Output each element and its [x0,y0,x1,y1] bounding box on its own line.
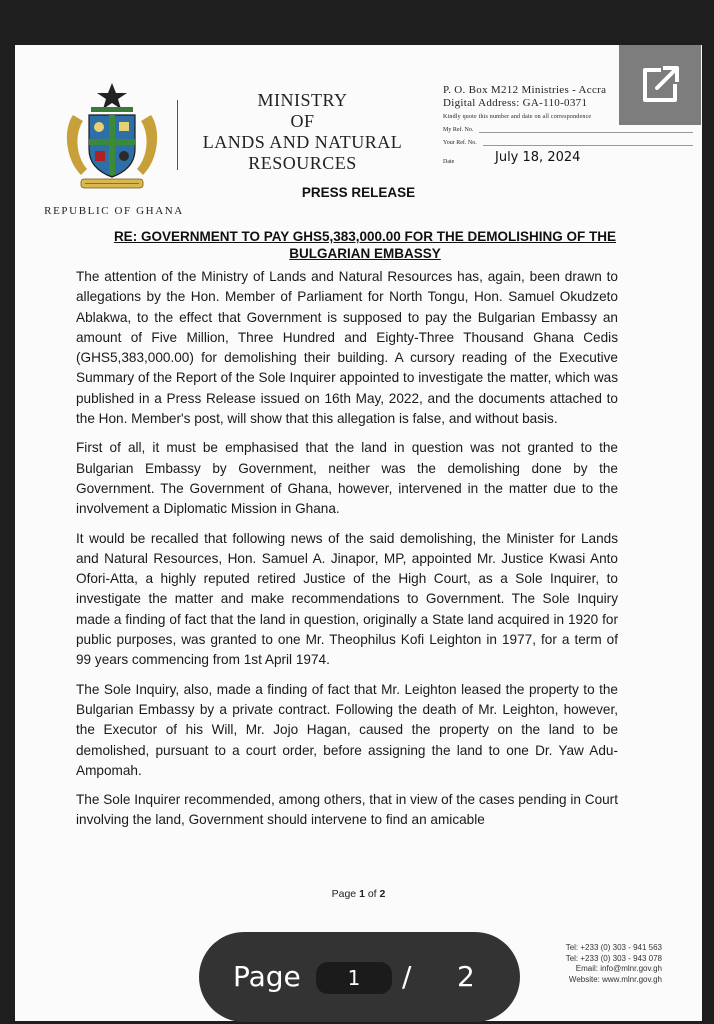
release-heading: RE: GOVERNMENT TO PAY GHS5,383,000.00 FOR THE DEMOLISHING OF THE BULGARIAN EMBASSY [113,229,617,261]
ministry-name: MINISTRY OF LANDS AND NATURAL RESOURCES [202,90,403,173]
paragraph: The Sole Inquirer recommended, among others, that in view of the cases pending in Court involving the land, Government should intervene to find an amicable [76,792,618,828]
postal-address: P. O. Box M212 Ministries - Accra [443,84,607,96]
release-date: July 18, 2024 [495,150,581,165]
digital-address: Digital Address: GA-110-0371 [443,97,588,109]
page-label: Page [233,960,301,993]
open-external-icon [639,64,681,106]
total-pages: 2 [457,960,475,993]
phone-1: Tel: +233 (0) 303 - 941 563 [565,943,662,952]
my-ref-field: My Ref. No. [443,125,693,133]
phone-2: Tel: +233 (0) 303 - 943 078 [565,953,662,963]
letterhead-divider [177,100,178,170]
contact-info [515,943,662,985]
release-body [76,267,618,840]
current-page-input[interactable]: 1 [316,962,392,994]
page-navigator [199,932,520,1022]
document-page [15,45,702,1021]
coat-of-arms-emblem [53,79,171,199]
email: Email: info@mlnr.gov.gh [575,964,662,973]
paragraph: The attention of the Ministry of Lands and Natural Resources has, again, been drawn to allegations by the Hon. Member of Parliament for North Tongu, Hon. Samuel Okudzeto Ablakwa, to the effect that Government is supposed to pay the Bulgarian Embassy an amount of Five Million, Three Hundred and Eighty-Three Thousand Ghana Cedis (GHS5,383,000.00) for demolishing their building. A cursory reading of the Executive Summary of the Report of the Sole Inquirer appointed to investigate the matter, which was published in a Press Release issued on 16th May, 2022, and the documents attached to the Hon. Member's post, will show that this allegation is false, and without basis. [76,269,618,427]
website: Website: www.mlnr.gov.gh [568,974,662,984]
paragraph: It would be recalled that following news of the said demolishing, the Minister for Lands and Natural Resources, Hon. Samuel A. Jinapor, MP, appointed Mr. Justice Kwasi Anto Ofori-Atta, a highly reputed retired Justice of the High Court, as a Sole Inquirer, to investigate the matter and make recommendations to Government. The Sole Inquiry made a finding of fact that the land in question, originally a State land acquired in 1920 for public purposes, was granted to one Mr. Theophilus Kofi Leighton in 1977, for a term of 99 years commencing from 1st April 1974. [76,530,618,668]
your-ref-field: Your Ref. No. [443,138,693,146]
press-release-label: PRESS RELEASE [301,185,416,200]
open-external-button[interactable] [619,45,701,125]
date-field: Date July 18, 2024 [443,150,581,165]
quote-note: Kindly quote this number and date on all correspondence [443,114,592,120]
paragraph: First of all, it must be emphasised that the land in question was not granted to the Bulgarian Embassy by Government, neither was the demolishing done by the Government. The Government of Ghana, however, intervened in the matter due to the involvement a Diplomatic Mission in Ghana. [76,440,618,517]
paragraph: The Sole Inquiry, also, made a finding of fact that Mr. Leighton leased the property to the Bulgarian Embassy by a private contract. Following the death of Mr. Leighton, however, the Executor of his Will, Mr. Jojo Hagan, caused the property on the land to be demolished, pursuant to a court order, before assigning the land to one Dr. Yaw Adu-Ampomah. [76,681,618,778]
page-separator: / [402,960,412,993]
country-name: REPUBLIC OF GHANA [44,205,184,217]
page-footer-number: Page 1 of 2 [331,888,386,900]
